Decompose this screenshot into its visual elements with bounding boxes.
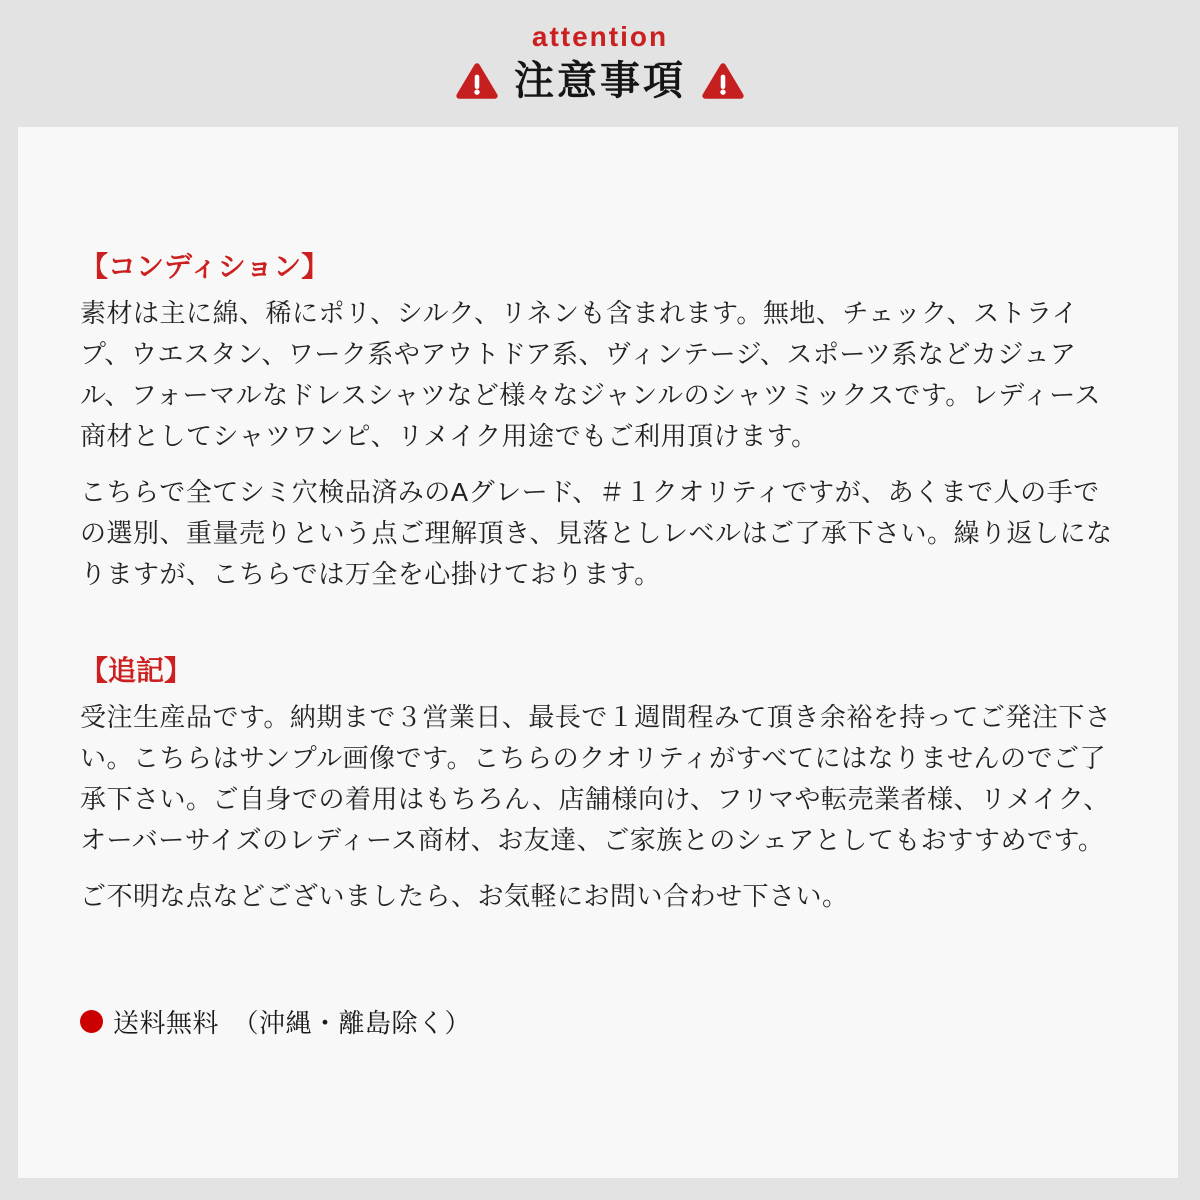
condition-heading: 【コンディション】 — [80, 251, 330, 282]
postscript-heading: 【追記】 — [80, 655, 193, 686]
warning-triangle-icon — [456, 62, 498, 100]
page-header — [0, 0, 1200, 101]
condition-paragraph: こちらで全てシミ穴検品済みのAグレード、＃１クオリティですが、あくまで人の手での選別、重量売りという点ご理解頂き、見落としレベルはご了承下さい。繰り返しになりますが、こちらでは万全を心掛けております。 — [80, 477, 1113, 589]
section-postscript — [80, 651, 1122, 917]
section-condition — [80, 247, 1122, 595]
warning-triangle-icon — [702, 62, 744, 100]
notice-card — [18, 127, 1178, 1178]
postscript-paragraph: ご不明な点などございましたら、お気軽にお問い合わせ下さい。 — [80, 881, 849, 911]
shipping-note — [80, 1003, 1122, 1040]
postscript-paragraph: 受注生産品です。納期まで３営業日、最長で１週間程みて頂き余裕を持ってご発注下さい。こちらはサンプル画像です。こちらのクオリティがすべてにはなりませんのでご了承下さい。ご自身での着用はもちろん、店舗様向け、フリマや転売業者様、リメイク、オーバーサイズのレディース商材、お友達、ご家族とのシェアとしてもおすすめです。 — [80, 702, 1112, 855]
condition-paragraph: 素材は主に綿、稀にポリ、シルク、リネンも含まれます。無地、チェック、ストライプ、ウエスタン、ワーク系やアウトドア系、ヴィンテージ、スポーツ系などカジュアル、フォーマルなドレスシャツなど様々なジャンルのシャツミックスです。レディース商材としてシャツワンピ、リメイク用途でもご利用頂けます。 — [80, 298, 1101, 451]
shipping-note-text: 送料無料 （沖縄・離島除く） — [113, 1008, 472, 1038]
red-circle-bullet-icon — [80, 1010, 103, 1033]
page-title: 注意事項 — [514, 59, 686, 103]
attention-eyebrow: attention — [531, 21, 669, 52]
title-row — [0, 61, 1200, 101]
